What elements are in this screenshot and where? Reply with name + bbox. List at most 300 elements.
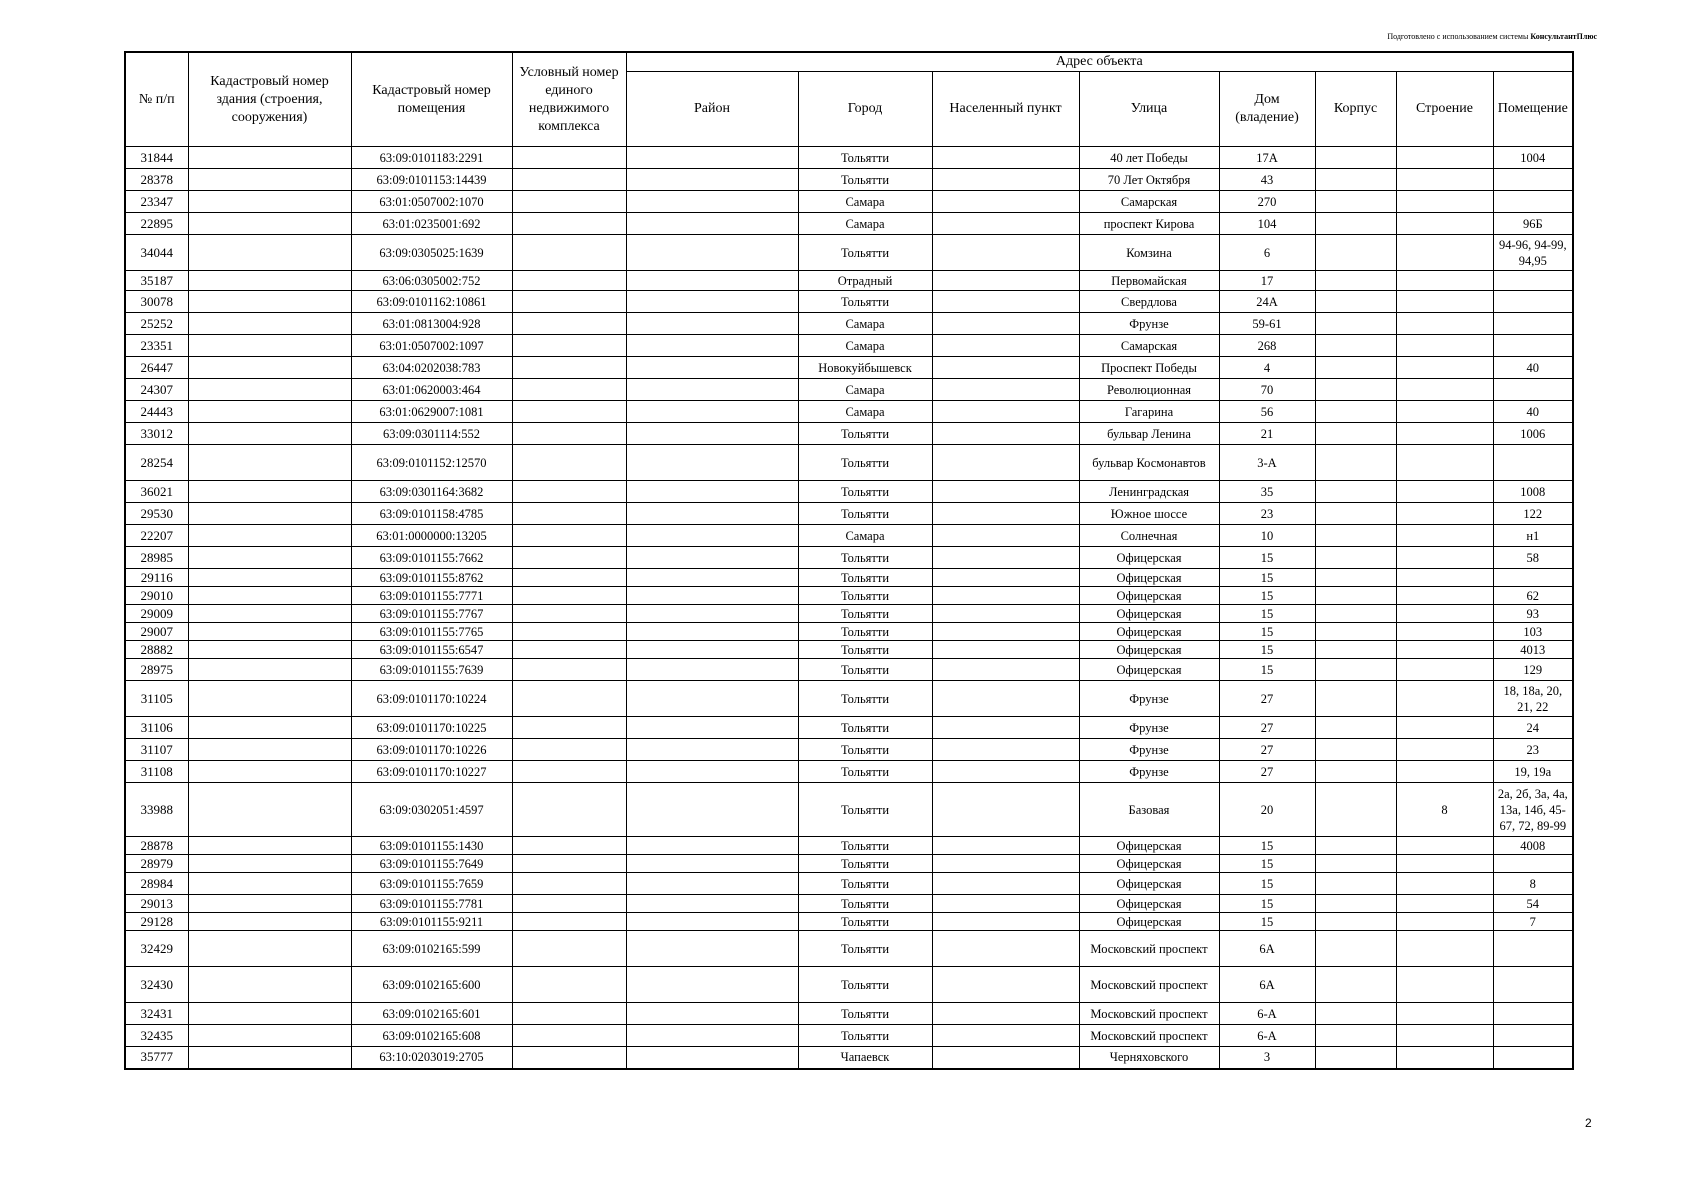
cell-locality [932, 147, 1079, 169]
cell-street: Офицерская [1079, 873, 1219, 895]
table-row [125, 503, 1573, 525]
cell-complex-number [512, 147, 626, 169]
cell-complex-number [512, 169, 626, 191]
cell-building-cadastral [188, 967, 351, 1003]
cell-np: 29009 [125, 605, 188, 623]
cell-building-cadastral [188, 423, 351, 445]
cell-district [626, 169, 798, 191]
cell-korpus [1315, 379, 1396, 401]
cell-district [626, 605, 798, 623]
cell-locality [932, 357, 1079, 379]
cell-house: 6-А [1219, 1025, 1315, 1047]
cell-stroenie [1396, 659, 1493, 681]
cell-korpus [1315, 837, 1396, 855]
cell-street: Офицерская [1079, 587, 1219, 605]
cell-district [626, 895, 798, 913]
cell-street: Московский проспект [1079, 967, 1219, 1003]
cell-city: Тольятти [798, 235, 932, 271]
col-header-house: Дом (владение) [1219, 72, 1315, 147]
cell-house: 21 [1219, 423, 1315, 445]
cell-stroenie [1396, 873, 1493, 895]
cell-room-cadastral: 63:09:0101170:10225 [351, 717, 512, 739]
table-row [125, 659, 1573, 681]
cell-stroenie [1396, 291, 1493, 313]
cell-city: Тольятти [798, 481, 932, 503]
cell-locality [932, 681, 1079, 717]
cell-room-cadastral: 63:09:0101153:14439 [351, 169, 512, 191]
cell-building-cadastral [188, 503, 351, 525]
cell-stroenie [1396, 147, 1493, 169]
cell-stroenie [1396, 895, 1493, 913]
table-row [125, 547, 1573, 569]
cell-street: Офицерская [1079, 855, 1219, 873]
cell-pomeschenie [1493, 855, 1573, 873]
cell-room-cadastral: 63:09:0101155:7767 [351, 605, 512, 623]
cell-district [626, 235, 798, 271]
cell-city: Тольятти [798, 169, 932, 191]
cell-np: 31106 [125, 717, 188, 739]
cell-district [626, 967, 798, 1003]
cell-np: 26447 [125, 357, 188, 379]
cell-district [626, 569, 798, 587]
col-header-room-cadastral: Кадастровый номер помещения [351, 52, 512, 147]
cell-locality [932, 525, 1079, 547]
cell-street: Фрунзе [1079, 717, 1219, 739]
cell-city: Самара [798, 335, 932, 357]
cell-city: Самара [798, 525, 932, 547]
cell-building-cadastral [188, 659, 351, 681]
cell-pomeschenie [1493, 379, 1573, 401]
cell-korpus [1315, 895, 1396, 913]
cell-city: Тольятти [798, 503, 932, 525]
cell-korpus [1315, 1003, 1396, 1025]
cell-building-cadastral [188, 873, 351, 895]
cell-stroenie [1396, 481, 1493, 503]
cell-building-cadastral [188, 895, 351, 913]
cell-room-cadastral: 63:01:0507002:1070 [351, 191, 512, 213]
cell-np: 24443 [125, 401, 188, 423]
col-header-address-group: Адрес объекта [626, 52, 1573, 72]
cell-stroenie [1396, 271, 1493, 291]
cell-korpus [1315, 291, 1396, 313]
cell-stroenie [1396, 681, 1493, 717]
cell-pomeschenie: 40 [1493, 357, 1573, 379]
cell-locality [932, 547, 1079, 569]
cell-district [626, 1003, 798, 1025]
table-row [125, 1003, 1573, 1025]
cell-stroenie [1396, 1025, 1493, 1047]
table-row [125, 401, 1573, 423]
cell-district [626, 291, 798, 313]
cell-city: Тольятти [798, 1025, 932, 1047]
cell-locality [932, 873, 1079, 895]
cell-district [626, 641, 798, 659]
cell-room-cadastral: 63:09:0101155:7649 [351, 855, 512, 873]
cell-building-cadastral [188, 717, 351, 739]
cell-street: Революционная [1079, 379, 1219, 401]
cell-np: 29007 [125, 623, 188, 641]
col-header-stroenie: Строение [1396, 72, 1493, 147]
table-row [125, 587, 1573, 605]
cell-house: 15 [1219, 623, 1315, 641]
col-header-building-cadastral: Кадастровый номер здания (строения, сооружения) [188, 52, 351, 147]
cell-building-cadastral [188, 401, 351, 423]
cell-building-cadastral [188, 147, 351, 169]
cell-city: Тольятти [798, 913, 932, 931]
cell-house: 27 [1219, 761, 1315, 783]
cell-house: 27 [1219, 717, 1315, 739]
cell-np: 25252 [125, 313, 188, 335]
cell-room-cadastral: 63:01:0813004:928 [351, 313, 512, 335]
cell-locality [932, 967, 1079, 1003]
cell-stroenie [1396, 445, 1493, 481]
cell-pomeschenie: 93 [1493, 605, 1573, 623]
cell-district [626, 271, 798, 291]
cell-np: 29010 [125, 587, 188, 605]
cell-korpus [1315, 481, 1396, 503]
cell-stroenie [1396, 739, 1493, 761]
cell-np: 28975 [125, 659, 188, 681]
cell-locality [932, 169, 1079, 191]
cell-stroenie [1396, 605, 1493, 623]
table-row [125, 837, 1573, 855]
cell-pomeschenie: н1 [1493, 525, 1573, 547]
cell-room-cadastral: 63:09:0101155:6547 [351, 641, 512, 659]
cell-district [626, 783, 798, 837]
cell-locality [932, 1025, 1079, 1047]
table-row [125, 717, 1573, 739]
cell-city: Тольятти [798, 717, 932, 739]
cell-complex-number [512, 335, 626, 357]
cell-pomeschenie [1493, 967, 1573, 1003]
cell-street: Московский проспект [1079, 1003, 1219, 1025]
cell-room-cadastral: 63:09:0301114:552 [351, 423, 512, 445]
cell-pomeschenie: 19, 19а [1493, 761, 1573, 783]
table-row [125, 445, 1573, 481]
cell-pomeschenie: 1006 [1493, 423, 1573, 445]
cell-house: 6А [1219, 967, 1315, 1003]
cell-city: Самара [798, 213, 932, 235]
cell-stroenie [1396, 313, 1493, 335]
table-row [125, 525, 1573, 547]
cell-korpus [1315, 1025, 1396, 1047]
cell-house: 104 [1219, 213, 1315, 235]
cell-room-cadastral: 63:10:0203019:2705 [351, 1047, 512, 1069]
cell-building-cadastral [188, 547, 351, 569]
cell-district [626, 837, 798, 855]
table-row [125, 191, 1573, 213]
table-row [125, 931, 1573, 967]
cell-city: Самара [798, 191, 932, 213]
cell-room-cadastral: 63:01:0507002:1097 [351, 335, 512, 357]
cell-district [626, 147, 798, 169]
cell-korpus [1315, 1047, 1396, 1069]
cell-pomeschenie: 58 [1493, 547, 1573, 569]
cell-pomeschenie: 24 [1493, 717, 1573, 739]
cell-district [626, 423, 798, 445]
cell-city: Тольятти [798, 931, 932, 967]
cell-house: 15 [1219, 837, 1315, 855]
cell-pomeschenie: 96Б [1493, 213, 1573, 235]
cell-korpus [1315, 503, 1396, 525]
cell-pomeschenie: 23 [1493, 739, 1573, 761]
cell-street: Офицерская [1079, 837, 1219, 855]
cell-room-cadastral: 63:09:0101155:7639 [351, 659, 512, 681]
cell-room-cadastral: 63:09:0101155:7765 [351, 623, 512, 641]
cell-room-cadastral: 63:09:0302051:4597 [351, 783, 512, 837]
cell-house: 56 [1219, 401, 1315, 423]
cell-house: 6-А [1219, 1003, 1315, 1025]
cell-building-cadastral [188, 739, 351, 761]
cell-room-cadastral: 63:04:0202038:783 [351, 357, 512, 379]
cell-house: 10 [1219, 525, 1315, 547]
cell-city: Тольятти [798, 659, 932, 681]
cell-complex-number [512, 739, 626, 761]
cell-complex-number [512, 783, 626, 837]
cell-korpus [1315, 313, 1396, 335]
table-row [125, 169, 1573, 191]
cell-district [626, 335, 798, 357]
cell-korpus [1315, 271, 1396, 291]
cell-pomeschenie [1493, 191, 1573, 213]
table-body [125, 147, 1573, 1069]
col-header-city: Город [798, 72, 932, 147]
cell-district [626, 717, 798, 739]
cell-np: 31105 [125, 681, 188, 717]
col-header-locality: Населенный пункт [932, 72, 1079, 147]
cell-stroenie [1396, 855, 1493, 873]
cell-locality [932, 605, 1079, 623]
cell-korpus [1315, 717, 1396, 739]
cell-pomeschenie: 7 [1493, 913, 1573, 931]
cell-locality [932, 569, 1079, 587]
cell-korpus [1315, 401, 1396, 423]
cell-district [626, 855, 798, 873]
cell-stroenie [1396, 1003, 1493, 1025]
cell-room-cadastral: 63:09:0101162:10861 [351, 291, 512, 313]
cell-complex-number [512, 659, 626, 681]
table-row [125, 895, 1573, 913]
cell-house: 27 [1219, 739, 1315, 761]
cell-complex-number [512, 423, 626, 445]
cell-korpus [1315, 855, 1396, 873]
cell-locality [932, 783, 1079, 837]
table-row [125, 235, 1573, 271]
table-row [125, 913, 1573, 931]
cell-city: Тольятти [798, 623, 932, 641]
table-row [125, 147, 1573, 169]
cell-building-cadastral [188, 191, 351, 213]
cell-street: 70 Лет Октября [1079, 169, 1219, 191]
cell-locality [932, 191, 1079, 213]
header-note-brand: КонсультантПлюс [1530, 32, 1597, 41]
cell-room-cadastral: 63:09:0301164:3682 [351, 481, 512, 503]
cell-building-cadastral [188, 761, 351, 783]
cell-complex-number [512, 605, 626, 623]
cell-pomeschenie: 122 [1493, 503, 1573, 525]
cell-city: Тольятти [798, 423, 932, 445]
cell-korpus [1315, 423, 1396, 445]
cell-building-cadastral [188, 623, 351, 641]
cell-house: 27 [1219, 681, 1315, 717]
cell-complex-number [512, 271, 626, 291]
table-row [125, 213, 1573, 235]
cell-room-cadastral: 63:09:0101158:4785 [351, 503, 512, 525]
cell-locality [932, 913, 1079, 931]
cell-district [626, 401, 798, 423]
cell-np: 35777 [125, 1047, 188, 1069]
cell-district [626, 191, 798, 213]
cell-room-cadastral: 63:01:0235001:692 [351, 213, 512, 235]
cell-np: 24307 [125, 379, 188, 401]
cell-complex-number [512, 623, 626, 641]
cell-stroenie [1396, 525, 1493, 547]
cell-locality [932, 313, 1079, 335]
cell-stroenie [1396, 423, 1493, 445]
cell-np: 29128 [125, 913, 188, 931]
cell-locality [932, 1003, 1079, 1025]
cell-district [626, 481, 798, 503]
col-header-korpus: Корпус [1315, 72, 1396, 147]
table-row [125, 761, 1573, 783]
cell-street: Ленинградская [1079, 481, 1219, 503]
cell-np: 28254 [125, 445, 188, 481]
cell-complex-number [512, 717, 626, 739]
cell-korpus [1315, 761, 1396, 783]
cell-locality [932, 423, 1079, 445]
cell-district [626, 379, 798, 401]
cell-house: 15 [1219, 641, 1315, 659]
cell-house: 268 [1219, 335, 1315, 357]
table-row [125, 481, 1573, 503]
cell-house: 43 [1219, 169, 1315, 191]
cell-locality [932, 623, 1079, 641]
cell-city: Тольятти [798, 445, 932, 481]
cell-building-cadastral [188, 271, 351, 291]
cell-room-cadastral: 63:09:0101170:10226 [351, 739, 512, 761]
table-row [125, 681, 1573, 717]
cell-pomeschenie [1493, 335, 1573, 357]
cell-stroenie [1396, 587, 1493, 605]
cell-np: 32429 [125, 931, 188, 967]
cell-building-cadastral [188, 605, 351, 623]
cell-stroenie [1396, 761, 1493, 783]
cell-city: Самара [798, 313, 932, 335]
cell-stroenie [1396, 837, 1493, 855]
cell-complex-number [512, 681, 626, 717]
cell-house: 17А [1219, 147, 1315, 169]
cell-city: Тольятти [798, 1003, 932, 1025]
cell-house: 59-61 [1219, 313, 1315, 335]
cell-room-cadastral: 63:09:0101170:10227 [351, 761, 512, 783]
cell-street: Фрунзе [1079, 313, 1219, 335]
cell-locality [932, 761, 1079, 783]
cell-stroenie [1396, 913, 1493, 931]
table-row [125, 1025, 1573, 1047]
cell-street: Базовая [1079, 783, 1219, 837]
cell-locality [932, 213, 1079, 235]
cell-house: 15 [1219, 547, 1315, 569]
cell-city: Тольятти [798, 587, 932, 605]
cell-house: 15 [1219, 873, 1315, 895]
cell-city: Тольятти [798, 291, 932, 313]
cell-stroenie [1396, 503, 1493, 525]
header-note-prefix: Подготовлено с использованием системы [1387, 32, 1529, 41]
cell-np: 30078 [125, 291, 188, 313]
cell-korpus [1315, 739, 1396, 761]
cell-building-cadastral [188, 587, 351, 605]
cell-locality [932, 587, 1079, 605]
cell-np: 28378 [125, 169, 188, 191]
cell-room-cadastral: 63:09:0101155:8762 [351, 569, 512, 587]
cell-room-cadastral: 63:09:0101155:7771 [351, 587, 512, 605]
cell-locality [932, 717, 1079, 739]
cell-city: Тольятти [798, 569, 932, 587]
cell-korpus [1315, 681, 1396, 717]
cell-room-cadastral: 63:09:0101152:12570 [351, 445, 512, 481]
cell-room-cadastral: 63:09:0101155:1430 [351, 837, 512, 855]
cell-complex-number [512, 379, 626, 401]
cell-house: 3 [1219, 1047, 1315, 1069]
cell-city: Самара [798, 379, 932, 401]
cell-complex-number [512, 1047, 626, 1069]
cell-stroenie [1396, 169, 1493, 191]
cell-room-cadastral: 63:09:0102165:599 [351, 931, 512, 967]
cell-building-cadastral [188, 1003, 351, 1025]
cell-building-cadastral [188, 445, 351, 481]
cell-street: Фрунзе [1079, 681, 1219, 717]
cell-room-cadastral: 63:01:0620003:464 [351, 379, 512, 401]
cell-house: 35 [1219, 481, 1315, 503]
cell-pomeschenie: 103 [1493, 623, 1573, 641]
col-header-street: Улица [1079, 72, 1219, 147]
cell-room-cadastral: 63:09:0101155:7659 [351, 873, 512, 895]
cell-city: Тольятти [798, 783, 932, 837]
cell-room-cadastral: 63:09:0102165:608 [351, 1025, 512, 1047]
table-row [125, 357, 1573, 379]
cell-city: Отрадный [798, 271, 932, 291]
cell-korpus [1315, 357, 1396, 379]
cell-locality [932, 379, 1079, 401]
cell-house: 15 [1219, 587, 1315, 605]
cell-korpus [1315, 783, 1396, 837]
table-row [125, 271, 1573, 291]
cell-house: 15 [1219, 659, 1315, 681]
cell-city: Тольятти [798, 895, 932, 913]
cell-korpus [1315, 931, 1396, 967]
cell-stroenie [1396, 357, 1493, 379]
cell-room-cadastral: 63:06:0305002:752 [351, 271, 512, 291]
cell-complex-number [512, 481, 626, 503]
cell-room-cadastral: 63:09:0102165:600 [351, 967, 512, 1003]
cell-room-cadastral: 63:01:0000000:13205 [351, 525, 512, 547]
cell-complex-number [512, 931, 626, 967]
cell-district [626, 525, 798, 547]
cell-house: 270 [1219, 191, 1315, 213]
cell-room-cadastral: 63:09:0102165:601 [351, 1003, 512, 1025]
cell-stroenie [1396, 967, 1493, 1003]
cell-district [626, 659, 798, 681]
cell-street: Первомайская [1079, 271, 1219, 291]
cell-locality [932, 401, 1079, 423]
cell-locality [932, 481, 1079, 503]
cell-street: 40 лет Победы [1079, 147, 1219, 169]
cell-pomeschenie: 62 [1493, 587, 1573, 605]
cell-np: 28878 [125, 837, 188, 855]
cell-pomeschenie [1493, 313, 1573, 335]
table-row [125, 379, 1573, 401]
cell-house: 4 [1219, 357, 1315, 379]
